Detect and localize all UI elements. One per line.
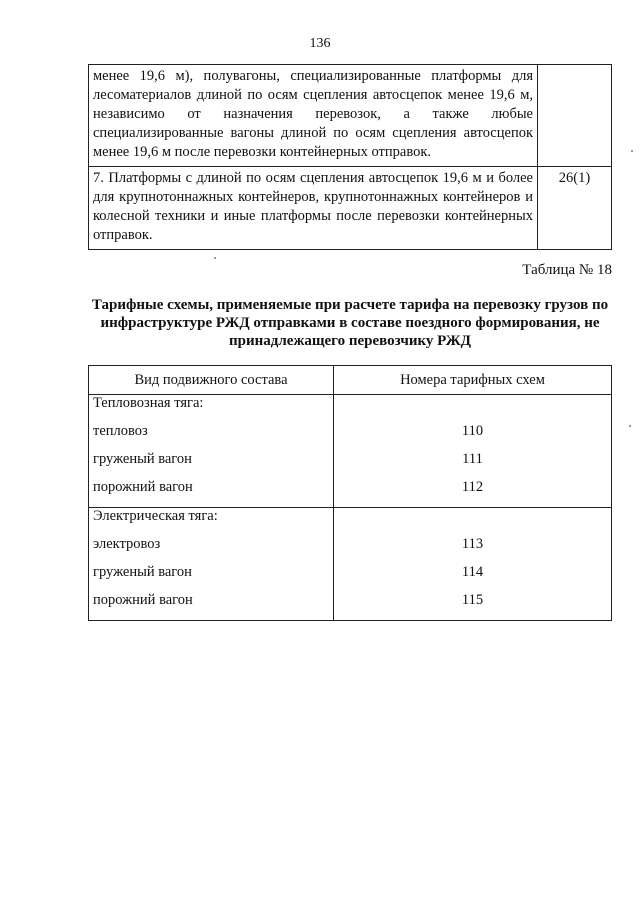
table-row [89,564,612,592]
group-label: Тепловозная тяга: [89,395,334,424]
empty-cell [334,395,612,424]
scan-speck [214,257,216,259]
page-number: 136 [309,36,331,51]
table-row [89,479,612,508]
table-row [89,451,612,479]
table-row [89,536,612,564]
scheme-number: 112 [334,479,612,508]
rolling-stock-type: порожний вагон [89,479,334,508]
tariff-code: 26(1) [538,167,612,250]
table-title: Тарифные схемы, применяемые при расчете тарифа на перевозку грузов по инфраструктуре РЖД отправками в составе поездного формирования, не принадлежащего перевозчику РЖД [91,297,609,349]
scheme-number: 115 [334,592,612,621]
wagon-description: менее 19,6 м), полувагоны, специализированные платформы для лесоматериалов длиной по осям сцепления автосцепок менее 19,6 м, независимо от назначения перевозок, а также любые специализированные вагоны длиной по осям сцепления автосцепок менее 19,6 м после перевозки контейнерных отправок. [89,65,538,167]
group-header-row [89,508,612,537]
scheme-number: 113 [334,536,612,564]
tariff-schemes-table [88,365,612,621]
tariff-code [538,65,612,167]
scheme-number: 110 [334,423,612,451]
table-row [89,423,612,451]
rolling-stock-type: порожний вагон [89,592,334,621]
rolling-stock-type: электровоз [89,536,334,564]
table-header-row [89,366,612,395]
column-header-scheme-numbers: Номера тарифных схем [334,366,612,395]
scan-speck [629,425,631,427]
group-label: Электрическая тяга: [89,508,334,537]
table-row [89,167,612,250]
continuation-table [88,64,612,250]
scheme-number: 114 [334,564,612,592]
table-row [89,592,612,621]
rolling-stock-type: тепловоз [89,423,334,451]
rolling-stock-type: груженый вагон [89,564,334,592]
table-row [89,65,612,167]
empty-cell [334,508,612,537]
table-caption: Таблица № 18 [522,262,612,278]
rolling-stock-type: груженый вагон [89,451,334,479]
column-header-rolling-stock: Вид подвижного состава [89,366,334,395]
scan-speck [631,150,633,152]
group-header-row [89,395,612,424]
scheme-number: 111 [334,451,612,479]
wagon-description: 7. Платформы с длиной по осям сцепления автосцепок 19,6 м и более для крупнотоннажных контейнеров, крупнотоннажных контейнеров и колесной техники и иные платформы после перевозки контейнерных отправок. [89,167,538,250]
